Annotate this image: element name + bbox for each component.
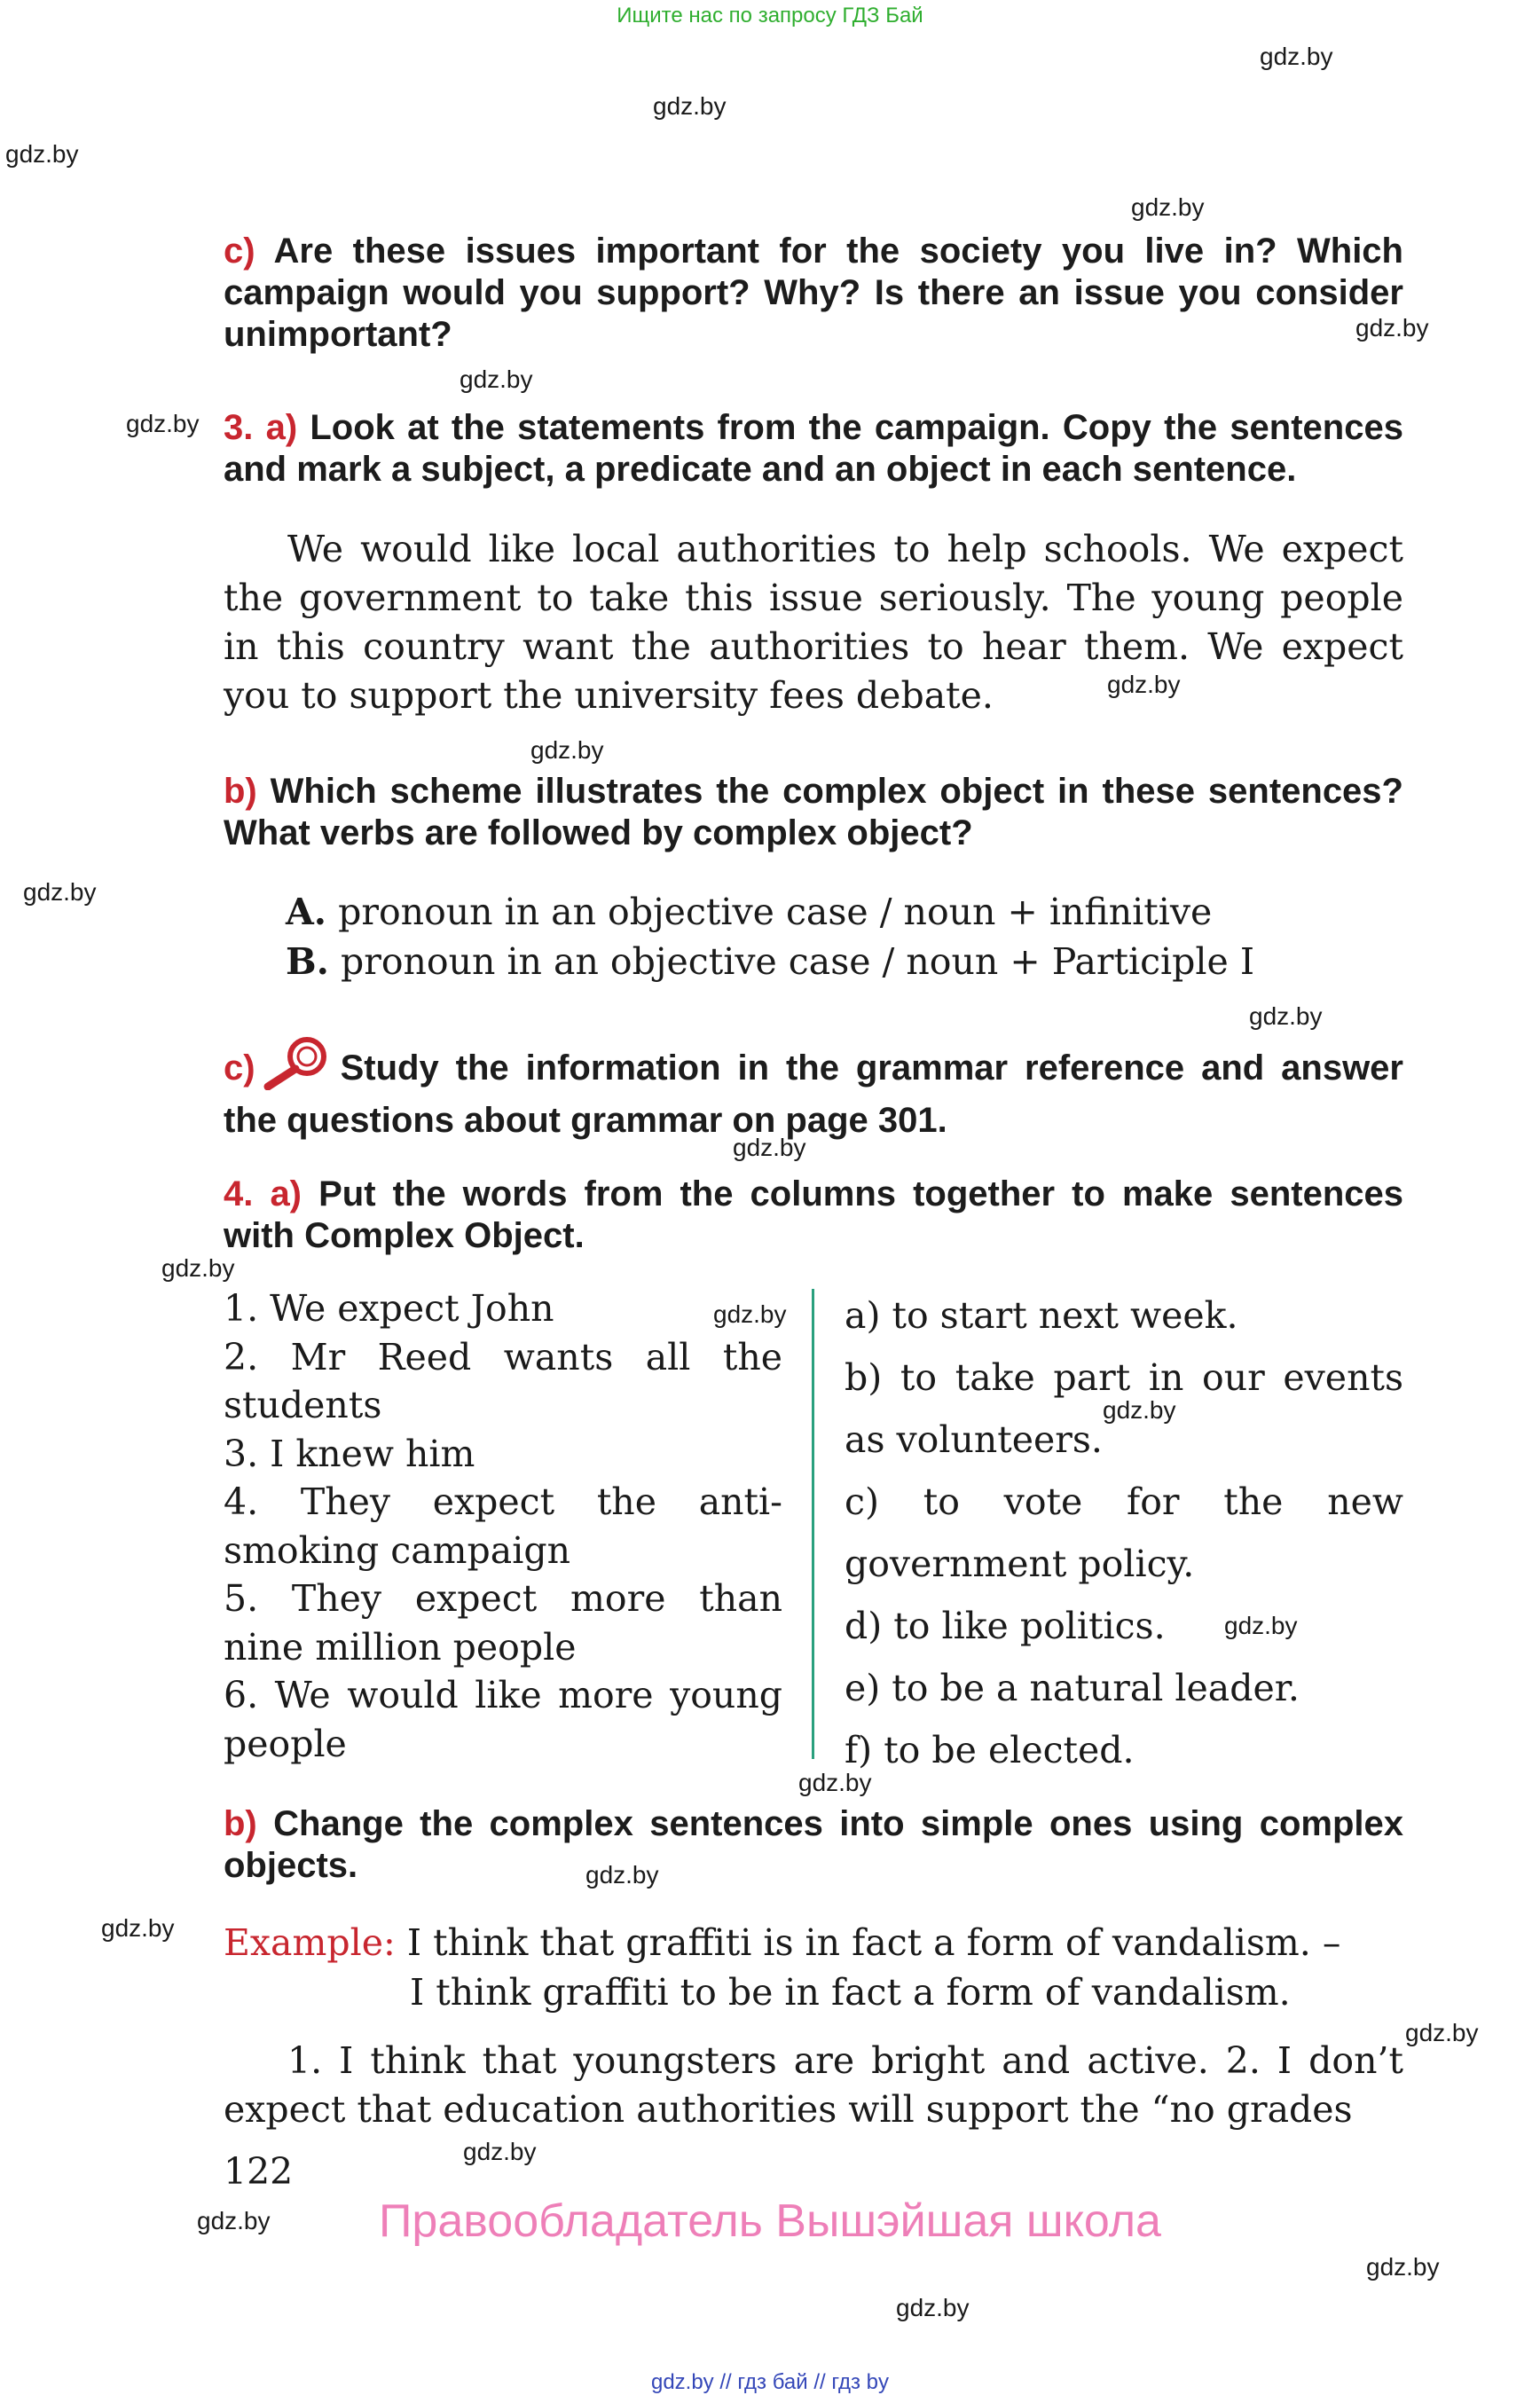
task-2c — [224, 231, 1403, 356]
list-item: b) to take part in our events as volunteers. — [845, 1356, 1403, 1461]
watermark: gdz.by — [5, 140, 79, 168]
task-instruction: Are these issues important for the society you live in? Which campaign would you support? Why? Is there an issue you consider unimportant? — [224, 232, 1403, 354]
task-instruction: Which scheme illustrates the complex object in these sentences? What verbs are followed by complex object? — [224, 772, 1403, 852]
task-number: 4. — [224, 1174, 254, 1213]
column-divider — [812, 1289, 814, 1759]
list-item: 1. We expect John — [224, 1287, 554, 1330]
watermark: gdz.by — [463, 2138, 537, 2165]
watermark: gdz.by — [530, 736, 604, 764]
task-instruction: Put the words from the columns together to make sentences with Complex Object. — [224, 1174, 1403, 1255]
list-item: 5. They expect more than nine million people — [224, 1577, 782, 1669]
watermark: gdz.by — [101, 1914, 175, 1942]
watermark: gdz.by — [713, 1300, 787, 1328]
example-original: I think that graffiti is in fact a form of vandalism. – — [406, 1921, 1341, 1964]
copyright-notice: Правообладатель Вышэйшая школа — [379, 2195, 1161, 2247]
page-number: 122 — [224, 2150, 294, 2193]
watermark: gdz.by — [197, 2207, 271, 2234]
sentence-beginnings — [224, 1284, 782, 1768]
list-item: 4. They expect the anti-smoking campaign — [224, 1480, 782, 1572]
watermark: gdz.by — [1131, 193, 1205, 221]
task-3c — [224, 1035, 1403, 1142]
list-item: 3. I knew him — [224, 1432, 475, 1475]
watermark: gdz.by — [23, 878, 97, 906]
task-label: b) — [224, 1804, 257, 1843]
watermark: gdz.by — [1405, 2019, 1479, 2046]
sentence-endings — [845, 1284, 1403, 1781]
list-item: a) to start next week. — [845, 1294, 1238, 1337]
watermark: gdz.by — [460, 365, 533, 393]
watermark: gdz.by — [1355, 314, 1429, 342]
task-3b — [224, 771, 1403, 854]
campaign-statements: We would like local authorities to help schools. We expect the government to take this issue seriously. The young people in this country want the authorities to hear them. We expect you to support the university fees debate. — [224, 528, 1403, 717]
watermark: gdz.by — [1366, 2253, 1440, 2281]
task-number: 3. — [224, 408, 254, 447]
list-item: f) to be elected. — [845, 1729, 1135, 1771]
scheme-a — [286, 888, 1212, 937]
task-4a — [224, 1174, 1403, 1257]
watermark: gdz.by — [161, 1254, 235, 1282]
scheme-letter: A. — [286, 891, 327, 933]
list-item: c) to vote for the new government policy. — [845, 1480, 1403, 1585]
example — [224, 1918, 1403, 2017]
task-instruction: Look at the statements from the campaign. Copy the sentences and mark a subject, a predicate and an object in each sentence. — [224, 408, 1403, 489]
task-3a — [224, 407, 1403, 491]
watermark: gdz.by — [1260, 43, 1333, 70]
watermark: gdz.by — [1107, 671, 1181, 698]
watermark: gdz.by — [126, 410, 200, 437]
example-label: Example: — [224, 1921, 396, 1964]
task-4b — [224, 1803, 1403, 1887]
task-instruction: Change the complex sentences into simple ones using complex objects. — [224, 1804, 1403, 1885]
scheme-text: pronoun in an objective case / noun + Participle I — [340, 940, 1255, 983]
list-item: 6. We would like more young people — [224, 1674, 782, 1765]
example-transformed: I think graffiti to be in fact a form of vandalism. — [410, 1971, 1291, 2014]
watermark: gdz.by — [653, 92, 727, 120]
task-label: b) — [224, 772, 257, 811]
task-label: c) — [224, 232, 255, 271]
task-label: a) — [265, 408, 298, 447]
scheme-letter: B. — [286, 940, 329, 983]
task-label: c) — [224, 1048, 255, 1088]
exercise-sentences: 1. I think that youngsters are bright and active. 2. I don’t expect that education authorities will support the “no grades — [224, 2039, 1403, 2131]
footer-links[interactable]: gdz.by // гдз бай // гдз by — [650, 2370, 890, 2394]
watermark: gdz.by — [585, 1861, 659, 1889]
watermark: gdz.by — [896, 2294, 970, 2321]
watermark: gdz.by — [1103, 1396, 1176, 1424]
magnifier-icon — [261, 1035, 330, 1100]
watermark: gdz.by — [733, 1134, 806, 1161]
search-banner: Ищите нас по запросу ГДЗ Бай — [617, 4, 923, 27]
task-label: a) — [270, 1174, 302, 1213]
task-instruction: Study the information in the grammar reference and answer the questions about grammar on page 301. — [224, 1048, 1403, 1140]
scheme-text: pronoun in an objective case / noun + infinitive — [338, 891, 1213, 933]
list-item: e) to be a natural leader. — [845, 1667, 1300, 1709]
watermark: gdz.by — [798, 1769, 872, 1796]
watermark: gdz.by — [1224, 1612, 1298, 1639]
list-item: 2. Mr Reed wants all the students — [224, 1335, 782, 1426]
scheme-b — [286, 938, 1254, 986]
watermark: gdz.by — [1249, 1002, 1323, 1030]
list-item: d) to like politics. — [845, 1605, 1166, 1647]
